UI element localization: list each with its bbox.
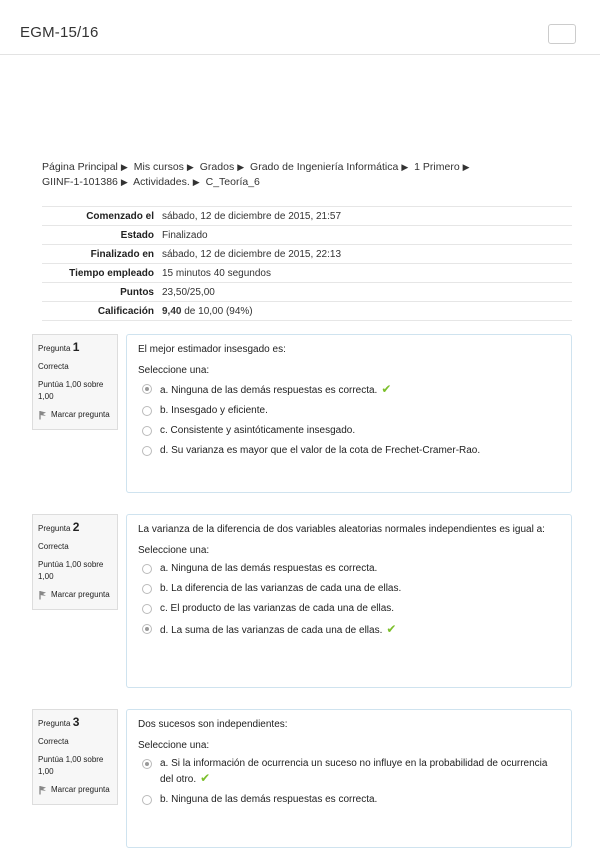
summary-label: Tiempo empleado	[42, 264, 158, 283]
question-label: Pregunta	[38, 719, 71, 728]
summary-row-grade	[42, 302, 572, 321]
summary-value: sábado, 12 de diciembre de 2015, 21:57	[158, 207, 572, 226]
grade-value: 9,40	[162, 305, 182, 317]
answer-option[interactable]	[142, 424, 560, 438]
breadcrumb-separator-icon: ▶	[462, 162, 470, 172]
question-label: Pregunta	[38, 524, 71, 533]
answer-label: d. La suma de las varianzas de cada una de ellas.	[160, 625, 383, 636]
question-info	[32, 709, 118, 805]
breadcrumb-course[interactable]: GIINF-1-101386	[42, 176, 118, 188]
attempt-summary-table	[42, 206, 572, 321]
breadcrumb-separator-icon: ▶	[401, 162, 409, 172]
answer-label: b. La diferencia de las varianzas de cada una de ellas.	[160, 583, 402, 594]
question-content	[126, 514, 572, 688]
breadcrumb-separator-icon: ▶	[192, 177, 200, 187]
grade-total: de 10,00 (94%)	[184, 305, 253, 317]
question-info	[32, 334, 118, 430]
flag-question-link[interactable]	[38, 409, 113, 421]
answer-option[interactable]	[142, 757, 560, 787]
question-text: El mejor estimador insesgado es:	[138, 344, 286, 355]
flag-label: Marcar pregunta	[51, 785, 110, 794]
correct-check-icon: ✔	[381, 382, 392, 396]
flag-question-link[interactable]	[38, 784, 113, 796]
correct-check-icon: ✔	[386, 622, 397, 636]
question-text: La varianza de la diferencia de dos variables aleatorias normales independientes es igual a:	[138, 524, 545, 535]
answer-option[interactable]	[142, 793, 560, 807]
summary-value	[158, 302, 572, 321]
page-header	[0, 0, 600, 55]
answer-label: a. Ninguna de las demás respuestas es correcta.	[160, 563, 378, 574]
summary-value: Finalizado	[158, 226, 572, 245]
answer-radio[interactable]	[142, 795, 152, 805]
question-content	[126, 334, 572, 493]
breadcrumb-grados[interactable]: Grados	[199, 161, 235, 173]
question-label: Pregunta	[38, 344, 71, 353]
breadcrumb-year[interactable]: 1 Primero	[414, 161, 460, 173]
answer-radio[interactable]	[142, 624, 152, 634]
answer-radio[interactable]	[142, 584, 152, 594]
answer-option[interactable]	[142, 622, 560, 638]
answer-label: a. Ninguna de las demás respuestas es correcta.	[160, 385, 378, 396]
summary-value: 15 minutos 40 segundos	[158, 264, 572, 283]
answer-option[interactable]	[142, 602, 560, 616]
flag-icon	[38, 410, 48, 420]
answer-prompt: Seleccione una:	[138, 740, 210, 751]
summary-row-state	[42, 226, 572, 245]
answer-radio[interactable]	[142, 446, 152, 456]
answer-radio[interactable]	[142, 604, 152, 614]
summary-value: sábado, 12 de diciembre de 2015, 22:13	[158, 245, 572, 264]
summary-label: Finalizado en	[42, 245, 158, 264]
summary-label: Calificación	[42, 302, 158, 321]
answer-radio[interactable]	[142, 384, 152, 394]
answer-label: a. Si la información de ocurrencia un suceso no influye en la probabilidad de ocurrencia del otro.	[160, 758, 548, 785]
answer-radio[interactable]	[142, 564, 152, 574]
question-info	[32, 514, 118, 610]
summary-row-started	[42, 207, 572, 226]
answer-radio[interactable]	[142, 759, 152, 769]
answer-label: b. Ninguna de las demás respuestas es correcta.	[160, 794, 378, 805]
summary-label: Comenzado el	[42, 207, 158, 226]
breadcrumb-quiz[interactable]: C_Teoría_6	[205, 176, 260, 188]
summary-row-finished	[42, 245, 572, 264]
breadcrumb-home[interactable]: Página Principal	[42, 161, 118, 173]
answer-option[interactable]	[142, 562, 560, 576]
answer-label: d. Su varianza es mayor que el valor de la cota de Frechet-Cramer-Rao.	[160, 445, 481, 456]
breadcrumb-separator-icon: ▶	[120, 162, 128, 172]
summary-row-points	[42, 283, 572, 302]
question-number: 2	[72, 520, 80, 534]
question-number: 3	[72, 715, 80, 729]
answer-option[interactable]	[142, 382, 560, 398]
answer-prompt: Seleccione una:	[138, 545, 210, 556]
flag-label: Marcar pregunta	[51, 590, 110, 599]
answer-label: b. Insesgado y eficiente.	[160, 405, 268, 416]
question-number: 1	[72, 340, 80, 354]
menu-toggle-button[interactable]	[548, 24, 576, 44]
question-state: Correcta	[38, 737, 69, 746]
question-grade: Puntúa 1,00 sobre 1,00	[38, 380, 104, 401]
correct-check-icon: ✔	[200, 771, 211, 785]
question-text: Dos sucesos son independientes:	[138, 719, 288, 730]
site-title[interactable]: EGM-15/16	[20, 24, 99, 41]
breadcrumb-degree[interactable]: Grado de Ingeniería Informática	[250, 161, 399, 173]
breadcrumb	[42, 160, 552, 190]
question-state: Correcta	[38, 542, 69, 551]
question-grade: Puntúa 1,00 sobre 1,00	[38, 755, 104, 776]
breadcrumb-separator-icon: ▶	[186, 162, 194, 172]
answer-option[interactable]	[142, 444, 560, 458]
question-state: Correcta	[38, 362, 69, 371]
answer-option[interactable]	[142, 582, 560, 596]
summary-value: 23,50/25,00	[158, 283, 572, 302]
answer-prompt: Seleccione una:	[138, 365, 210, 376]
question-grade: Puntúa 1,00 sobre 1,00	[38, 560, 104, 581]
breadcrumb-separator-icon: ▶	[120, 177, 128, 187]
answer-radio[interactable]	[142, 406, 152, 416]
question-content	[126, 709, 572, 848]
breadcrumb-activities[interactable]: Actividades.	[133, 176, 190, 188]
flag-question-link[interactable]	[38, 589, 113, 601]
summary-label: Puntos	[42, 283, 158, 302]
flag-label: Marcar pregunta	[51, 410, 110, 419]
flag-icon	[38, 590, 48, 600]
answer-option[interactable]	[142, 404, 560, 418]
answer-radio[interactable]	[142, 426, 152, 436]
answer-label: c. Consistente y asintóticamente insesgado.	[160, 425, 356, 436]
breadcrumb-separator-icon: ▶	[237, 162, 245, 172]
answer-label: c. El producto de las varianzas de cada una de ellas.	[160, 603, 395, 614]
summary-label: Estado	[42, 226, 158, 245]
summary-row-time	[42, 264, 572, 283]
flag-icon	[38, 785, 48, 795]
breadcrumb-my-courses[interactable]: Mis cursos	[133, 161, 184, 173]
